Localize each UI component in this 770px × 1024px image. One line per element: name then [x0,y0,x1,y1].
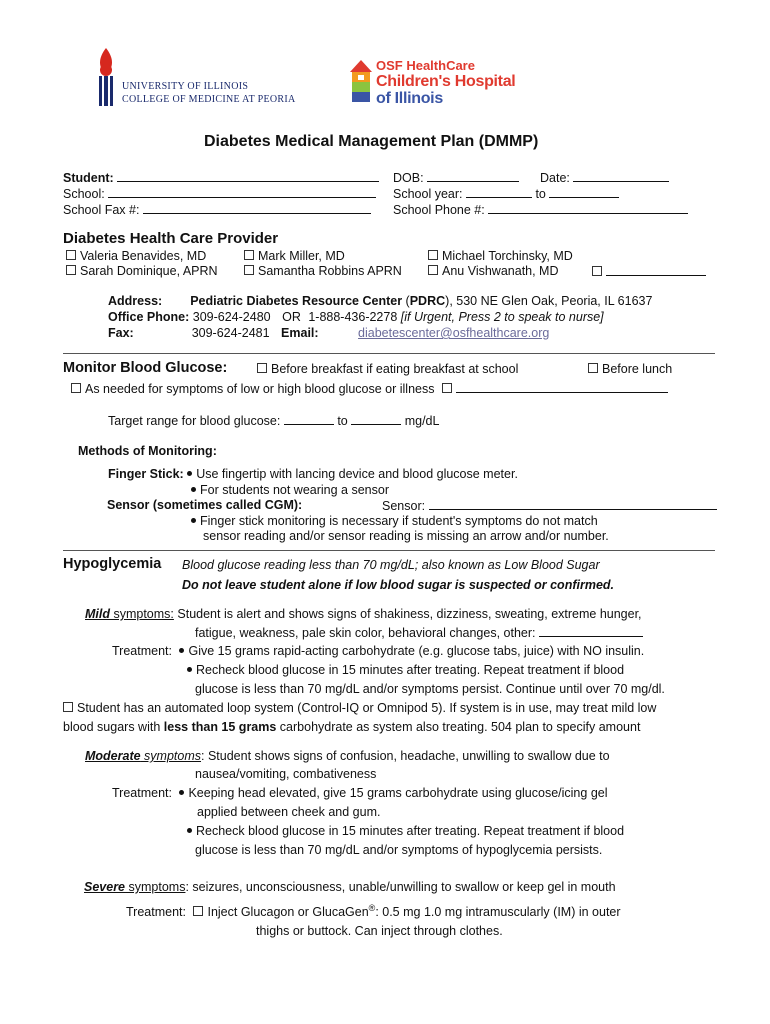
moderate-treatment1-cont: applied between cheek and gum. [197,805,381,819]
provider-name: Michael Torchinsky, MD [442,249,573,263]
moderate-treatment2-cont: glucose is less than 70 mg/dL and/or symptoms of hypoglycemia persists. [195,843,603,857]
uil-line1: UNIVERSITY OF ILLINOIS [122,81,249,92]
severe-treatment1-cont: : 0.5 mg 1.0 mg intramuscularly (IM) in outer [375,905,621,920]
bullet-icon [191,487,196,492]
address-label: Address: [108,294,163,308]
mild-treatment2-cont: glucose is less than 70 mg/dL and/or symptoms persist. Continue until over 70 mg/dl. [195,682,665,696]
provider-name: Sarah Dominique, APRN [80,264,218,278]
loop-system-option[interactable] [63,701,656,715]
school-field[interactable] [108,186,376,198]
sensor-bullet1: Finger stick monitoring is necessary if student's symptoms do not match [200,514,598,528]
target-to: to [337,414,348,428]
fax-number: 309-624-2481 [191,326,270,340]
monitor-other-field[interactable] [456,381,668,393]
loop-text2c: carbohydrate as system also treating. 504 plan to specify amount [276,720,641,734]
loop-text1: Student has an automated loop system (Control-IQ or Omnipod 5). If system is in use, may treat mild low [77,701,657,715]
provider-option[interactable] [66,264,218,278]
bullet-icon [179,648,184,653]
school-fax-field[interactable] [143,202,371,214]
checkbox[interactable] [66,265,76,275]
checkbox[interactable] [428,250,438,260]
provider-name: Valeria Benavides, MD [80,249,207,263]
severe-treatment-label: Treatment: [126,905,186,920]
uil-logo [92,46,296,108]
osf-logo [350,58,530,110]
moderate-treatment1: Keeping head elevated, give 15 grams carbohydrate using glucose/icing gel [188,786,608,800]
dob-label: DOB: [393,171,424,185]
severe-label: Severe [84,880,126,894]
sensor-label: Sensor (sometimes called CGM): [107,498,303,512]
osf-line2: Children's Hospital [376,73,516,90]
mild-text1: Student is alert and shows signs of shakiness, dizziness, sweating, extreme hunger, [177,607,642,621]
checkbox[interactable] [428,265,438,275]
mild-treatment-label: Treatment: [112,644,172,658]
sensor-field[interactable] [429,498,717,510]
school-year-start-field[interactable] [466,186,532,198]
student-label: Student: [63,171,114,185]
uil-line2: COLLEGE OF MEDICINE AT PEORIA [122,94,296,105]
option-label: As needed for symptoms of low or high blood glucose or illness [85,382,435,396]
provider-heading: Diabetes Health Care Provider [63,230,279,247]
monitor-option-breakfast[interactable] [257,362,518,376]
target-high-field[interactable] [351,413,401,425]
checkbox[interactable] [257,363,267,373]
student-field[interactable] [117,170,379,182]
school-fax-label: School Fax #: [63,203,140,217]
sensor-field-label: Sensor: [382,499,426,513]
email-link[interactable]: diabetescenter@osfhealthcare.org [358,326,550,340]
checkbox[interactable] [66,250,76,260]
target-range-label: Target range for blood glucose: [108,414,281,428]
school-year-end-field[interactable] [549,186,619,198]
provider-name: Samantha Robbins APRN [258,264,402,278]
date-label: Date: [540,171,570,185]
moderate-label: Moderate [85,749,141,763]
moderate-treatment-label: Treatment: [112,786,172,800]
provider-name: Anu Vishwanath, MD [442,264,559,278]
checkbox[interactable] [244,250,254,260]
severe-treatment2: thighs or buttock. Can inject through clothes. [256,924,503,938]
bullet-icon [179,790,184,795]
fax-label: Fax: [108,326,134,340]
school-phone-label: School Phone #: [393,203,485,217]
checkbox[interactable] [442,383,452,393]
osf-line3: of Illinois [376,90,443,107]
checkbox[interactable] [244,265,254,275]
address-org: Pediatric Diabetes Resource Center [190,294,403,308]
provider-name: Mark Miller, MD [258,249,345,263]
hypoglycemia-description: Blood glucose reading less than 70 mg/dL; also known as Low Blood Sugar [182,558,600,572]
bullet-icon [187,471,192,476]
school-year-label: School year: [393,187,463,201]
provider-option[interactable] [66,249,206,263]
email-label: Email: [281,326,319,340]
provider-option[interactable] [428,249,573,263]
mild-treatment1: Give 15 grams rapid-acting carbohydrate (e.g. glucose tabs, juice) with NO insulin. [188,644,645,658]
dob-field[interactable] [427,170,519,182]
provider-option[interactable] [244,249,345,263]
divider [63,550,715,551]
checkbox[interactable] [193,906,203,916]
uil-flame-icon [92,46,120,108]
hypoglycemia-heading: Hypoglycemia [63,556,162,572]
finger-bullet2: For students not wearing a sensor [200,483,389,497]
phone-or: OR [282,310,301,324]
hypoglycemia-warning: Do not leave student alone if low blood sugar is suspected or confirmed. [182,578,615,592]
osf-house-icon [350,60,372,108]
sensor-bullet1-cont: sensor reading and/or sensor reading is missing an arrow and/or number. [203,529,609,543]
school-label: School: [63,187,105,201]
registered-mark: ® [368,903,376,913]
phone-secondary: 1-888-436-2278 [308,310,398,324]
checkbox[interactable] [592,266,602,276]
school-phone-field[interactable] [488,202,688,214]
bullet-icon [187,828,192,833]
loop-text2a: blood sugars with [63,720,164,734]
mild-symptoms-label: symptoms: [110,607,174,621]
option-label: Before lunch [602,362,673,376]
loop-text2b: less than 15 grams [163,720,277,734]
target-low-field[interactable] [284,413,334,425]
office-phone: 309-624-2480 [192,310,271,324]
monitor-option-lunch[interactable] [588,362,672,376]
provider-option[interactable] [244,264,402,278]
severe-treatment1: Inject Glucagon or GlucaGen [207,905,369,920]
methods-heading: Methods of Monitoring: [78,444,217,458]
monitor-heading: Monitor Blood Glucose: [63,360,228,376]
mild-treatment2: Recheck blood glucose in 15 minutes after treating. Repeat treatment if blood [196,663,625,677]
moderate-symptoms-label: symptoms [140,749,202,763]
provider-other-field[interactable] [606,264,706,276]
finger-stick-label: Finger Stick: [108,467,184,481]
date-field[interactable] [573,170,669,182]
osf-line1: OSF HealthCare [376,58,475,73]
option-label: Before breakfast if eating breakfast at school [271,362,519,376]
office-phone-label: Office Phone: [108,310,190,324]
bullet-icon [191,518,196,523]
address-rest: , 530 NE Glen Oak, Peoria, IL 61637 [449,294,653,308]
severe-symptoms-label: symptoms [125,880,186,894]
school-year-to: to [535,187,546,201]
mild-other-field[interactable] [539,625,643,637]
moderate-text2: nausea/vomiting, combativeness [195,767,377,781]
checkbox[interactable] [63,702,73,712]
page-title: Diabetes Medical Management Plan (DMMP) [204,133,539,150]
monitor-option-as-needed[interactable] [71,381,668,396]
provider-option[interactable] [428,264,559,278]
checkbox[interactable] [71,383,81,393]
divider [63,353,715,354]
target-unit: mg/dL [404,414,440,428]
moderate-text1: : Student shows signs of confusion, headache, unwilling to swallow due to [201,749,610,763]
provider-other-option[interactable] [592,264,706,279]
moderate-treatment2: Recheck blood glucose in 15 minutes after treating. Repeat treatment if blood [196,824,625,838]
mild-label: Mild [85,607,110,621]
bullet-icon [187,667,192,672]
checkbox[interactable] [588,363,598,373]
address-abbr: PDRC [409,294,446,308]
severe-text: : seizures, unconsciousness, unable/unwilling to swallow or keep gel in mouth [185,880,616,894]
finger-bullet1: Use fingertip with lancing device and blood glucose meter. [196,467,518,481]
mild-text2: fatigue, weakness, pale skin color, behavioral changes, other: [195,626,536,640]
urgent-note: [if Urgent, Press 2 to speak to nurse] [400,310,604,324]
